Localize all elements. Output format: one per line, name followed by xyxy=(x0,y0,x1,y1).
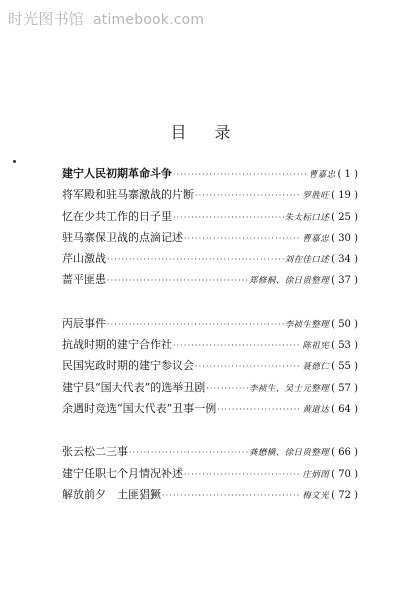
entry-title: 建宁任职七个月情况补述 xyxy=(62,466,183,480)
entry-page: ( 53 ) xyxy=(331,340,358,352)
entry-page: ( 1 ) xyxy=(337,169,358,180)
watermark-url: atimebook.com xyxy=(92,12,205,28)
dot-leader xyxy=(195,362,301,371)
dot-leader xyxy=(107,276,248,285)
toc-entry[interactable] xyxy=(62,336,358,357)
entry-author: 聂德仁 xyxy=(302,362,330,373)
entry-page: ( 19 ) xyxy=(331,190,358,202)
entry-title: 忆在少共工作的日子里 xyxy=(62,209,172,223)
dot-leader xyxy=(173,170,308,179)
entry-page: ( 72 ) xyxy=(331,489,358,501)
entry-author: 曹嘉忠 xyxy=(302,233,330,244)
toc-group xyxy=(62,165,358,293)
entry-title: 余遇时竞选“国大代表”丑事一例 xyxy=(62,401,217,415)
group-gap xyxy=(62,421,358,443)
watermark xyxy=(8,8,204,29)
entry-page: ( 50 ) xyxy=(331,318,358,330)
entry-page: ( 55 ) xyxy=(331,361,358,373)
toc-entry[interactable] xyxy=(62,357,358,378)
toc-entry[interactable] xyxy=(62,400,358,421)
entry-author: 罗胜旺 xyxy=(302,191,330,202)
entry-page: ( 30 ) xyxy=(331,232,358,244)
group-gap xyxy=(62,293,358,315)
entry-author: 庄炳图 xyxy=(302,469,330,480)
entry-title: 民国宪政时期的建宁参议会 xyxy=(62,359,194,373)
dot-leader xyxy=(184,234,301,243)
entry-title: 驻马寨保卫战的点滴记述 xyxy=(62,230,183,244)
dot-leader xyxy=(217,405,301,414)
entry-author: 黄道达 xyxy=(302,404,330,415)
dot-leader xyxy=(206,384,248,393)
entry-author: 陈祖宪 xyxy=(302,341,330,352)
entry-title: 芹山激战 xyxy=(62,252,106,266)
toc-entry[interactable] xyxy=(62,186,358,207)
entry-page: ( 70 ) xyxy=(331,468,358,480)
entry-title: 张云松二三事 xyxy=(62,445,128,459)
entry-author: 李祯生整理 xyxy=(284,319,330,330)
dot-leader xyxy=(107,255,284,264)
entry-author: 朱太标口述 xyxy=(284,212,330,223)
dot-leader xyxy=(173,213,284,222)
watermark-text: 时光图书馆 xyxy=(8,10,85,28)
entry-author: 郑修桐、徐日贵整理 xyxy=(249,276,330,287)
dot-leader xyxy=(129,448,248,457)
dot-leader xyxy=(173,341,301,350)
toc-entry[interactable] xyxy=(62,465,358,486)
dot-leader xyxy=(107,320,284,329)
entry-page: ( 66 ) xyxy=(331,447,358,459)
entry-title: 将军殿和驻马寨激战的片断 xyxy=(62,188,194,202)
toc-entry[interactable] xyxy=(62,229,358,250)
entry-title: 解放前夕 土匪猖獗 xyxy=(62,487,161,501)
entry-title: 建宁县“国大代表”的选举丑剧 xyxy=(62,380,206,394)
toc-group xyxy=(62,315,358,421)
entry-title: 丙辰事件 xyxy=(62,316,106,330)
toc-entry[interactable] xyxy=(62,165,358,186)
toc-group xyxy=(62,443,358,507)
entry-author: 刘在佳口述 xyxy=(284,255,330,266)
entry-author: 梅文光 xyxy=(302,490,330,501)
toc-entry[interactable] xyxy=(62,208,358,229)
margin-mark xyxy=(13,160,16,163)
entry-author: 龚懋横、徐日贵整理 xyxy=(249,448,330,459)
dot-leader xyxy=(195,191,301,200)
entry-author: 曹嘉忠 xyxy=(308,170,336,180)
toc-entry[interactable] xyxy=(62,250,358,271)
toc-entry[interactable] xyxy=(62,379,358,400)
entry-author: 李祯生、吴士元整理 xyxy=(249,383,330,394)
dot-leader xyxy=(162,491,301,500)
entry-page: ( 37 ) xyxy=(331,275,358,287)
toc-entry[interactable] xyxy=(62,486,358,507)
toc-entry[interactable] xyxy=(62,271,358,292)
dot-leader xyxy=(184,470,301,479)
entry-page: ( 64 ) xyxy=(331,403,358,415)
entry-page: ( 57 ) xyxy=(331,382,358,394)
toc-entry[interactable] xyxy=(62,315,358,336)
page-title: 目录 xyxy=(170,123,259,142)
entry-page: ( 25 ) xyxy=(331,211,358,223)
toc-entry[interactable] xyxy=(62,443,358,464)
entry-page: ( 34 ) xyxy=(331,254,358,266)
entry-title: 建宁人民初期革命斗争 xyxy=(62,167,172,180)
entry-title: 抗战时期的建宁合作社 xyxy=(62,338,172,352)
table-of-contents xyxy=(62,165,358,507)
entry-title: 蔷平匪患 xyxy=(62,273,106,287)
